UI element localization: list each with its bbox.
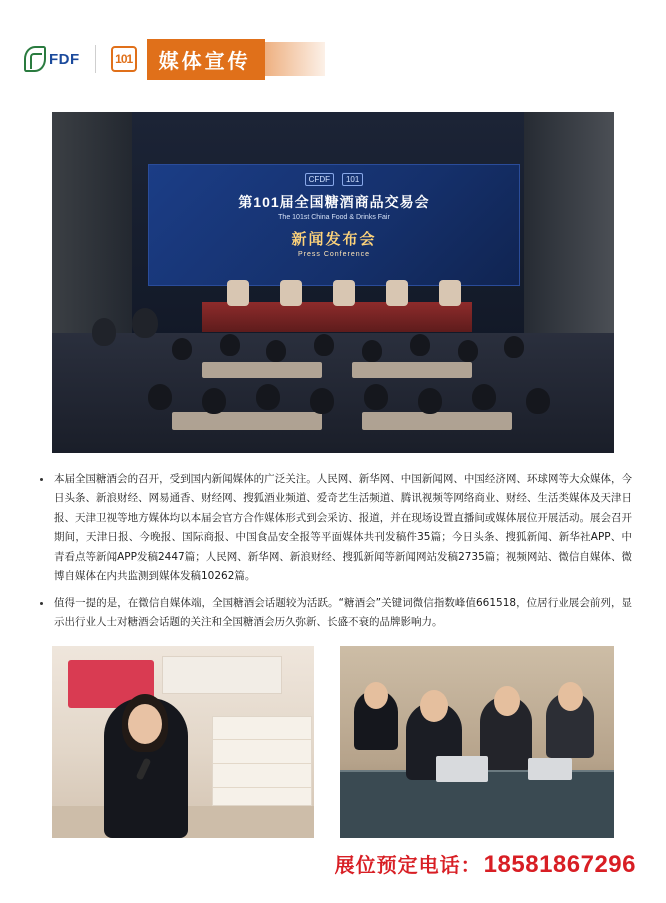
- panelist: [227, 280, 249, 306]
- panelist: [280, 280, 302, 306]
- head-table: [202, 302, 472, 332]
- page-header: [24, 38, 325, 80]
- screen-title-cn: 第101届全国糖酒商品交易会: [238, 194, 430, 210]
- booking-label: 展位预定电话：: [334, 853, 482, 877]
- audience-head: [410, 334, 430, 356]
- audience-table: [202, 362, 322, 378]
- audience-head: [526, 388, 550, 414]
- screen-logos: [149, 173, 519, 186]
- section-title: 媒体宣传: [147, 39, 265, 80]
- paragraph-2: 值得一提的是，在微信自媒体端，全国糖酒会话题较为活跃。“糖酒会”关键词微信指数峰值661518，位居行业展会前列，显示出行业人士对糖酒会话题的关注和全国糖酒会历久弥新、长盛不衰的品牌影响力。: [36, 594, 632, 633]
- screen-subtitle-cn: 新闻发布会: [291, 231, 377, 248]
- logo-divider: [95, 45, 96, 73]
- panelist: [386, 280, 408, 306]
- panelist: [333, 280, 355, 306]
- article-body: [36, 470, 632, 639]
- audience-head: [148, 384, 172, 410]
- booking-phone-bar: [335, 849, 636, 879]
- camera-operator: [132, 308, 158, 338]
- audience-head: [172, 338, 192, 360]
- audience-head: [364, 384, 388, 410]
- audience-head: [418, 388, 442, 414]
- audience-head: [202, 388, 226, 414]
- audience-head: [314, 334, 334, 356]
- booking-phone-number[interactable]: 18581867296: [483, 851, 636, 878]
- host-face: [128, 704, 162, 744]
- audience-head: [458, 340, 478, 362]
- audience-head: [362, 340, 382, 362]
- screen-subtitle-en: Press Conference: [297, 251, 371, 258]
- laptop-icon: [436, 756, 488, 782]
- booth-signage: [162, 656, 282, 694]
- laptop-icon: [528, 758, 572, 780]
- logo-group: [24, 45, 137, 73]
- fair-101-icon: 101: [111, 46, 137, 72]
- screen-cfdf-logo: CFDF: [305, 173, 334, 186]
- press-conference-photo: [52, 112, 614, 453]
- audience-head: [472, 384, 496, 410]
- panelist: [439, 280, 461, 306]
- paragraph-1: 本届全国糖酒会的召开，受到国内新闻媒体的广泛关注。人民网、新华网、中国新闻网、中国经济网、环球网等大众媒体，今日头条、新浪财经、网易通香、财经网、搜狐酒业频道、爱奇艺生活频道、腾讯视频等网络商业、财经、生活类媒体及天津日报、天津卫视等地方媒体均以本届会官方合作媒体形式到会采访、报道，并在现场设置直播间或媒体展位开展活动。展会召开期间，天津日报、今晚报、国际商报、中国食品安全报等平面媒体共刊发稿件35篇；今日头条、搜狐新闻、新华社APP、中青看点等新闻APP发稿2447篇；人民网、新华网、新浪财经、搜狐新闻等新闻网站发稿2735篇；视频网站、微信自媒体、微博自媒体在内共监测到媒体发稿10262篇。: [36, 470, 632, 587]
- header-accent-bar: [265, 42, 325, 76]
- cfdf-leaf-icon: [24, 46, 46, 72]
- audience-head: [310, 388, 334, 414]
- audience-table: [362, 412, 512, 430]
- screen-title-en: The 101st China Food & Drinks Fair: [278, 214, 390, 221]
- journalist-face: [494, 686, 520, 716]
- audience-table: [352, 362, 472, 378]
- journalist-face: [364, 682, 388, 709]
- audience-table: [172, 412, 322, 430]
- screen-fair-logo: 101: [342, 173, 363, 186]
- product-shelf: [212, 716, 312, 806]
- live-broadcast-photo: [52, 646, 314, 838]
- audience-head: [256, 384, 280, 410]
- audience-head: [266, 340, 286, 362]
- audience-head: [220, 334, 240, 356]
- journalist-face: [558, 682, 583, 711]
- cfdf-logo-text: FDF: [49, 50, 80, 68]
- audience-head: [504, 336, 524, 358]
- journalist-face: [420, 690, 448, 722]
- press-audience-photo: [340, 646, 614, 838]
- stage-led-screen: [148, 164, 520, 286]
- camera-operator: [92, 318, 116, 346]
- cfdf-logo: [24, 46, 80, 72]
